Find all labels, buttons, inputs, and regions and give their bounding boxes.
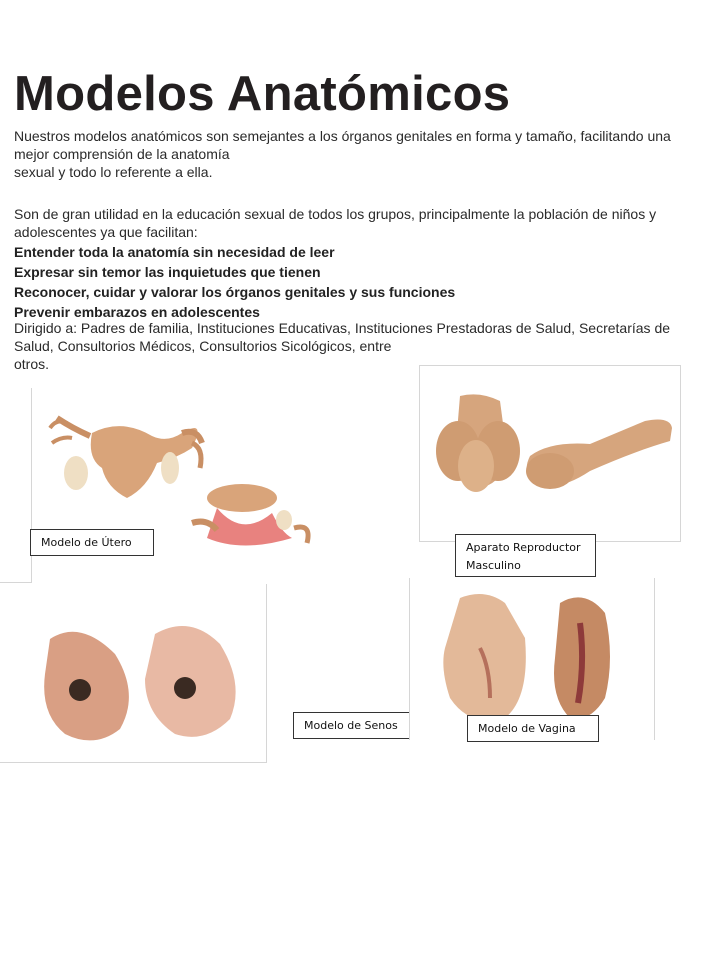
vagina-caption: Modelo de Vagina [467, 715, 599, 742]
usefulness-paragraph [14, 205, 704, 241]
male-caption-line: Masculino [466, 559, 521, 572]
uterus-caption: Modelo de Útero [30, 529, 154, 556]
breast-model-photo [0, 584, 267, 763]
intro-line: sexual y todo lo referente a ella. [14, 164, 213, 180]
benefit-item: Reconocer, cuidar y valorar los órganos genitales y sus funciones [14, 284, 456, 300]
male-caption-line: Aparato Reproductor [466, 541, 581, 554]
uterus-model-photo [0, 388, 32, 583]
page-title: Modelos Anatómicos [14, 67, 511, 121]
male-caption [455, 534, 596, 577]
audience-line: otros. [14, 356, 50, 372]
benefits-list [14, 242, 455, 322]
usefulness-line: Son de gran utilidad en la educación sexual de todos los grupos, principalmente la población de niños y [14, 206, 657, 222]
intro-line: Nuestros modelos anatómicos son semejantes a los órganos genitales en forma y tamaño, facilitando una [14, 128, 671, 144]
benefit-item: Expresar sin temor las inquietudes que tienen [14, 264, 321, 280]
audience-line: Dirigido a: Padres de familia, Instituciones Educativas, Instituciones Prestadoras de Salud, Secretarías de [14, 320, 671, 336]
usefulness-line: adolescentes ya que facilitan: [14, 224, 198, 240]
male-model-photo [419, 365, 681, 542]
audience-line: Salud, Consultorios Médicos, Consultorios Sicológicos, entre [14, 338, 392, 354]
intro-paragraph [14, 127, 704, 181]
benefit-item: Prevenir embarazos en adolescentes [14, 304, 260, 320]
breast-caption: Modelo de Senos [293, 712, 426, 739]
intro-line: mejor comprensión de la anatomía [14, 146, 230, 162]
benefit-item: Entender toda la anatomía sin necesidad de leer [14, 244, 335, 260]
